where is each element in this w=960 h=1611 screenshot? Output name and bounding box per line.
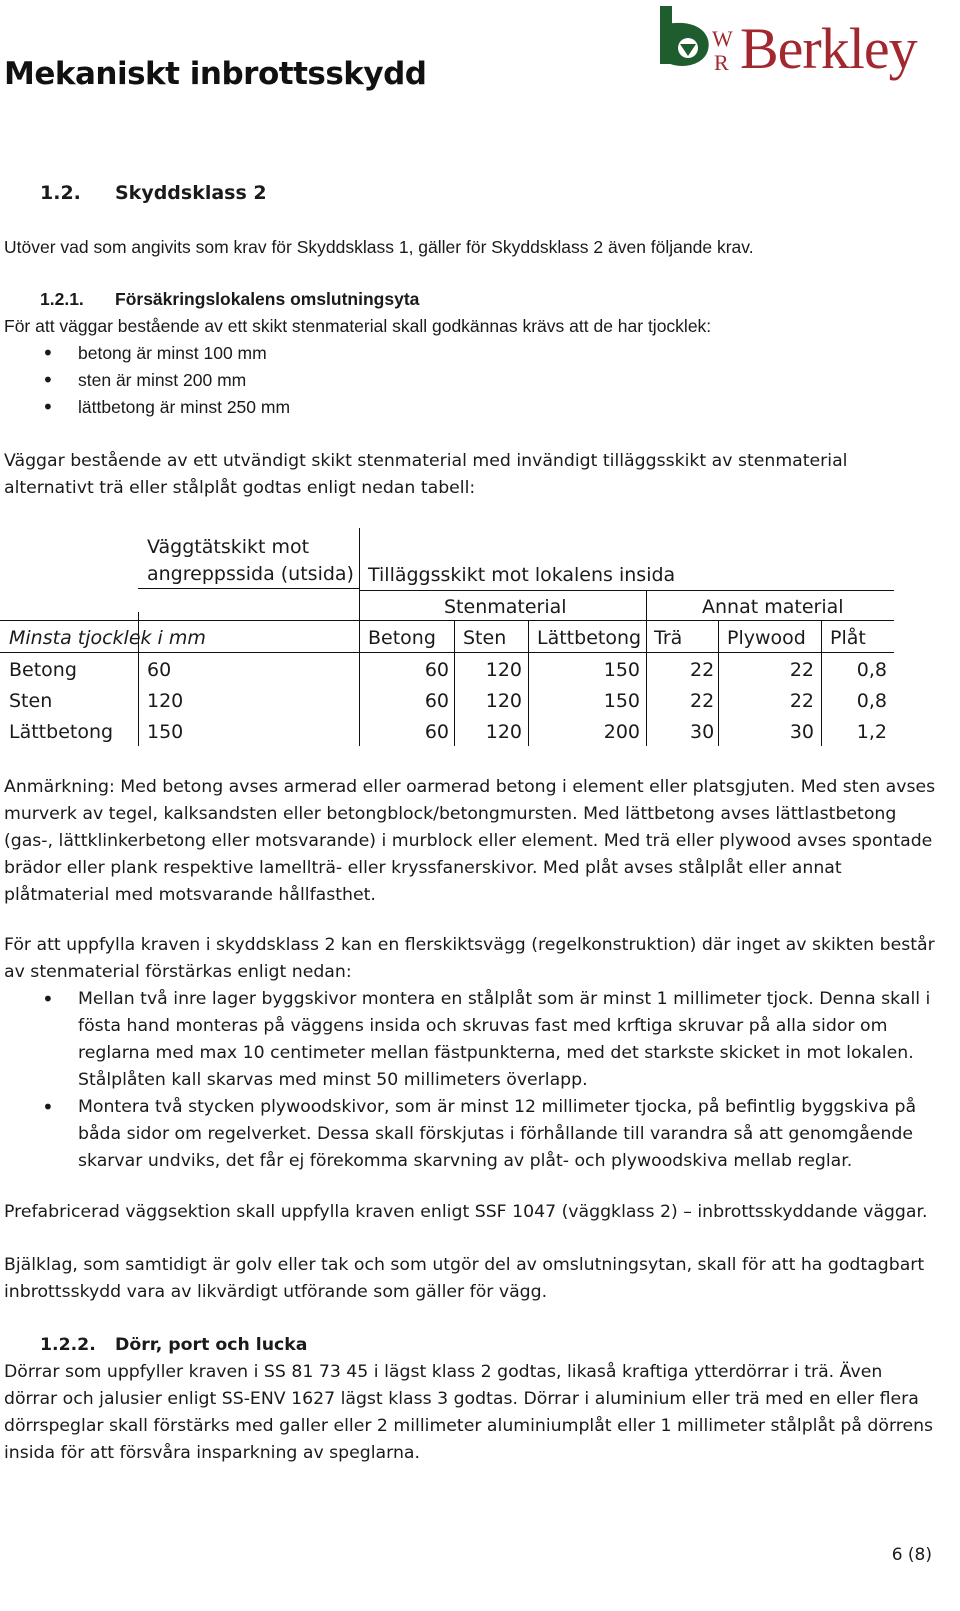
row-header: Minsta tjocklek i mm bbox=[9, 627, 206, 649]
table-cell: 60 bbox=[147, 659, 172, 681]
list-item: • lättbetong är minst 250 mm bbox=[4, 394, 290, 421]
table-cell: 120 bbox=[485, 721, 522, 743]
table-row-label: Lättbetong bbox=[9, 721, 114, 743]
list-item: • Montera två stycken plywoodskivor, som är minst 12 millimeter tjocka, på befintlig byggskiva på båda sidor om regelverket. Dessa skall förskjutas i förhållande till varandra så att genomgående skarvar undviks, det får ej förekomma skarvning av plåt- och plywoodskiva mellab reglar. bbox=[4, 1094, 939, 1175]
prefab-paragraph: Prefabricerad väggsektion skall uppfylla kraven enligt SSF 1047 (väggklass 2) – inbrottsskyddande väggar. bbox=[4, 1202, 928, 1222]
floor-paragraph: Bjälklag, som samtidigt är golv eller tak och som utgör del av omslutningsytan, skall för att ha godtagbart inbrottsskydd vara av likvärdigt utförande som gäller för vägg. bbox=[4, 1255, 925, 1302]
table-cell: 22 bbox=[690, 659, 715, 681]
table-row-label: Sten bbox=[9, 690, 53, 712]
column-header: Sten bbox=[463, 627, 507, 649]
multilayer-intro: För att uppfylla kraven i skyddsklass 2 kan en flerskiktsvägg (regelkonstruktion) där inget av skikten består av stenmaterial förstärkas enligt nedan: bbox=[4, 935, 935, 982]
table-cell: 30 bbox=[789, 721, 814, 743]
table-cell: 120 bbox=[147, 690, 184, 712]
column-header: Lättbetong bbox=[537, 627, 642, 649]
stone-material-header: Stenmaterial bbox=[444, 596, 567, 618]
table-row-label: Betong bbox=[9, 659, 77, 681]
table-intro: Väggar bestående av ett utvändigt skikt stenmaterial med invändigt tilläggsskikt av stenmaterial alternativt trä eller stålplåt godtas enligt nedan tabell: bbox=[4, 451, 848, 498]
inner-layer-header: Tilläggsskikt mot lokalens insida bbox=[368, 564, 676, 586]
thickness-list bbox=[4, 340, 290, 421]
thickness-table bbox=[0, 528, 900, 750]
wall-requirement-text: För att väggar bestående av ett skikt stenmaterial skall godkännas krävs att de har tjocklek: bbox=[4, 316, 712, 336]
subsection-heading: Försäkringslokalens omslutningsyta bbox=[115, 289, 420, 309]
table-cell: 150 bbox=[147, 721, 184, 743]
multilayer-list bbox=[4, 986, 939, 1175]
table-cell: 120 bbox=[485, 659, 522, 681]
door-paragraph: Dörrar som uppfyller kraven i SS 81 73 45 i lägst klass 2 godtas, likaså kraftiga ytterdörrar i trä. Även dörrar och jalusier enligt SS-ENV 1627 lägst klass 3 godtas. Dörrar i aluminium eller trä med en eller flera dörrspeglar skall förstärks med galler eller 2 millimeter aluminiumplåt eller 1 millimeter stålplåt på dörrens insida för att försvåra insparkning av speglarna. bbox=[4, 1362, 934, 1463]
table-cell: 22 bbox=[789, 659, 814, 681]
section-heading: Skyddsklass 2 bbox=[115, 182, 267, 204]
column-header: Plåt bbox=[830, 627, 866, 649]
remark-paragraph: Anmärkning: Med betong avses armerad eller oarmerad betong i element eller platsgjuten. Med sten avses murverk av tegel, kalksandsten eller betongblock/betongmursten. Med lättbetong avses lättlastbetong (gas-, lättklinkerbetong eller motsvarande) i murblock eller element. Med trä eller plywood avses spontade brädor eller plank respektive lamellträ- eller kryssfanerskivor. Med plåt avses stålplåt eller annat plåtmaterial med motsvarande hållfasthet. bbox=[4, 777, 936, 905]
table-cell: 30 bbox=[690, 721, 715, 743]
table-cell: 200 bbox=[603, 721, 640, 743]
company-logo bbox=[660, 2, 950, 86]
table-cell: 150 bbox=[603, 690, 640, 712]
section-intro: Utöver vad som angivits som krav för Skyddsklass 1, gäller för Skyddsklass 2 även följande krav. bbox=[4, 237, 754, 257]
table-cell: 22 bbox=[690, 690, 715, 712]
outer-layer-header: angreppssida (utsida) bbox=[147, 563, 354, 585]
page-number: 6 (8) bbox=[891, 1545, 932, 1565]
column-header: Trä bbox=[654, 627, 683, 649]
column-header: Plywood bbox=[727, 627, 806, 649]
table-cell: 1,2 bbox=[856, 721, 887, 743]
subsection-number: 1.2.2. bbox=[40, 1335, 96, 1355]
list-item: • Mellan två inre lager byggskivor montera en stålplåt som är minst 1 millimeter tjock. Denna skall i fösta hand monteras på väggens insida och skruvas fast med krftiga skruvar på alla sidor om reglarna med max 10 centimeter mellan fästpunkterna, med det starkste skicket in mot lokalen. Stålplåten kall skarvas med minst 50 millimeters överlapp. bbox=[4, 986, 939, 1094]
other-material-header: Annat material bbox=[702, 596, 844, 618]
column-header: Betong bbox=[368, 627, 436, 649]
list-item: • betong är minst 100 mm bbox=[4, 340, 290, 367]
table-cell: 0,8 bbox=[856, 690, 887, 712]
svg-text:R: R bbox=[714, 50, 729, 75]
table-cell: 0,8 bbox=[856, 659, 887, 681]
outer-layer-header: Väggtätskikt mot bbox=[147, 536, 310, 558]
table-cell: 60 bbox=[424, 721, 449, 743]
table-cell: 22 bbox=[789, 690, 814, 712]
section-number: 1.2. bbox=[40, 182, 81, 204]
table-cell: 60 bbox=[424, 690, 449, 712]
subsection-heading: Dörr, port och lucka bbox=[115, 1335, 308, 1355]
svg-text:W: W bbox=[712, 26, 733, 51]
table-cell: 150 bbox=[603, 659, 640, 681]
svg-text:Berkley: Berkley bbox=[740, 16, 917, 81]
table-cell: 120 bbox=[485, 690, 522, 712]
document-title: Mekaniskt inbrottsskydd bbox=[4, 56, 427, 92]
table-cell: 60 bbox=[424, 659, 449, 681]
list-item: • sten är minst 200 mm bbox=[4, 367, 290, 394]
subsection-number: 1.2.1. bbox=[40, 289, 84, 309]
